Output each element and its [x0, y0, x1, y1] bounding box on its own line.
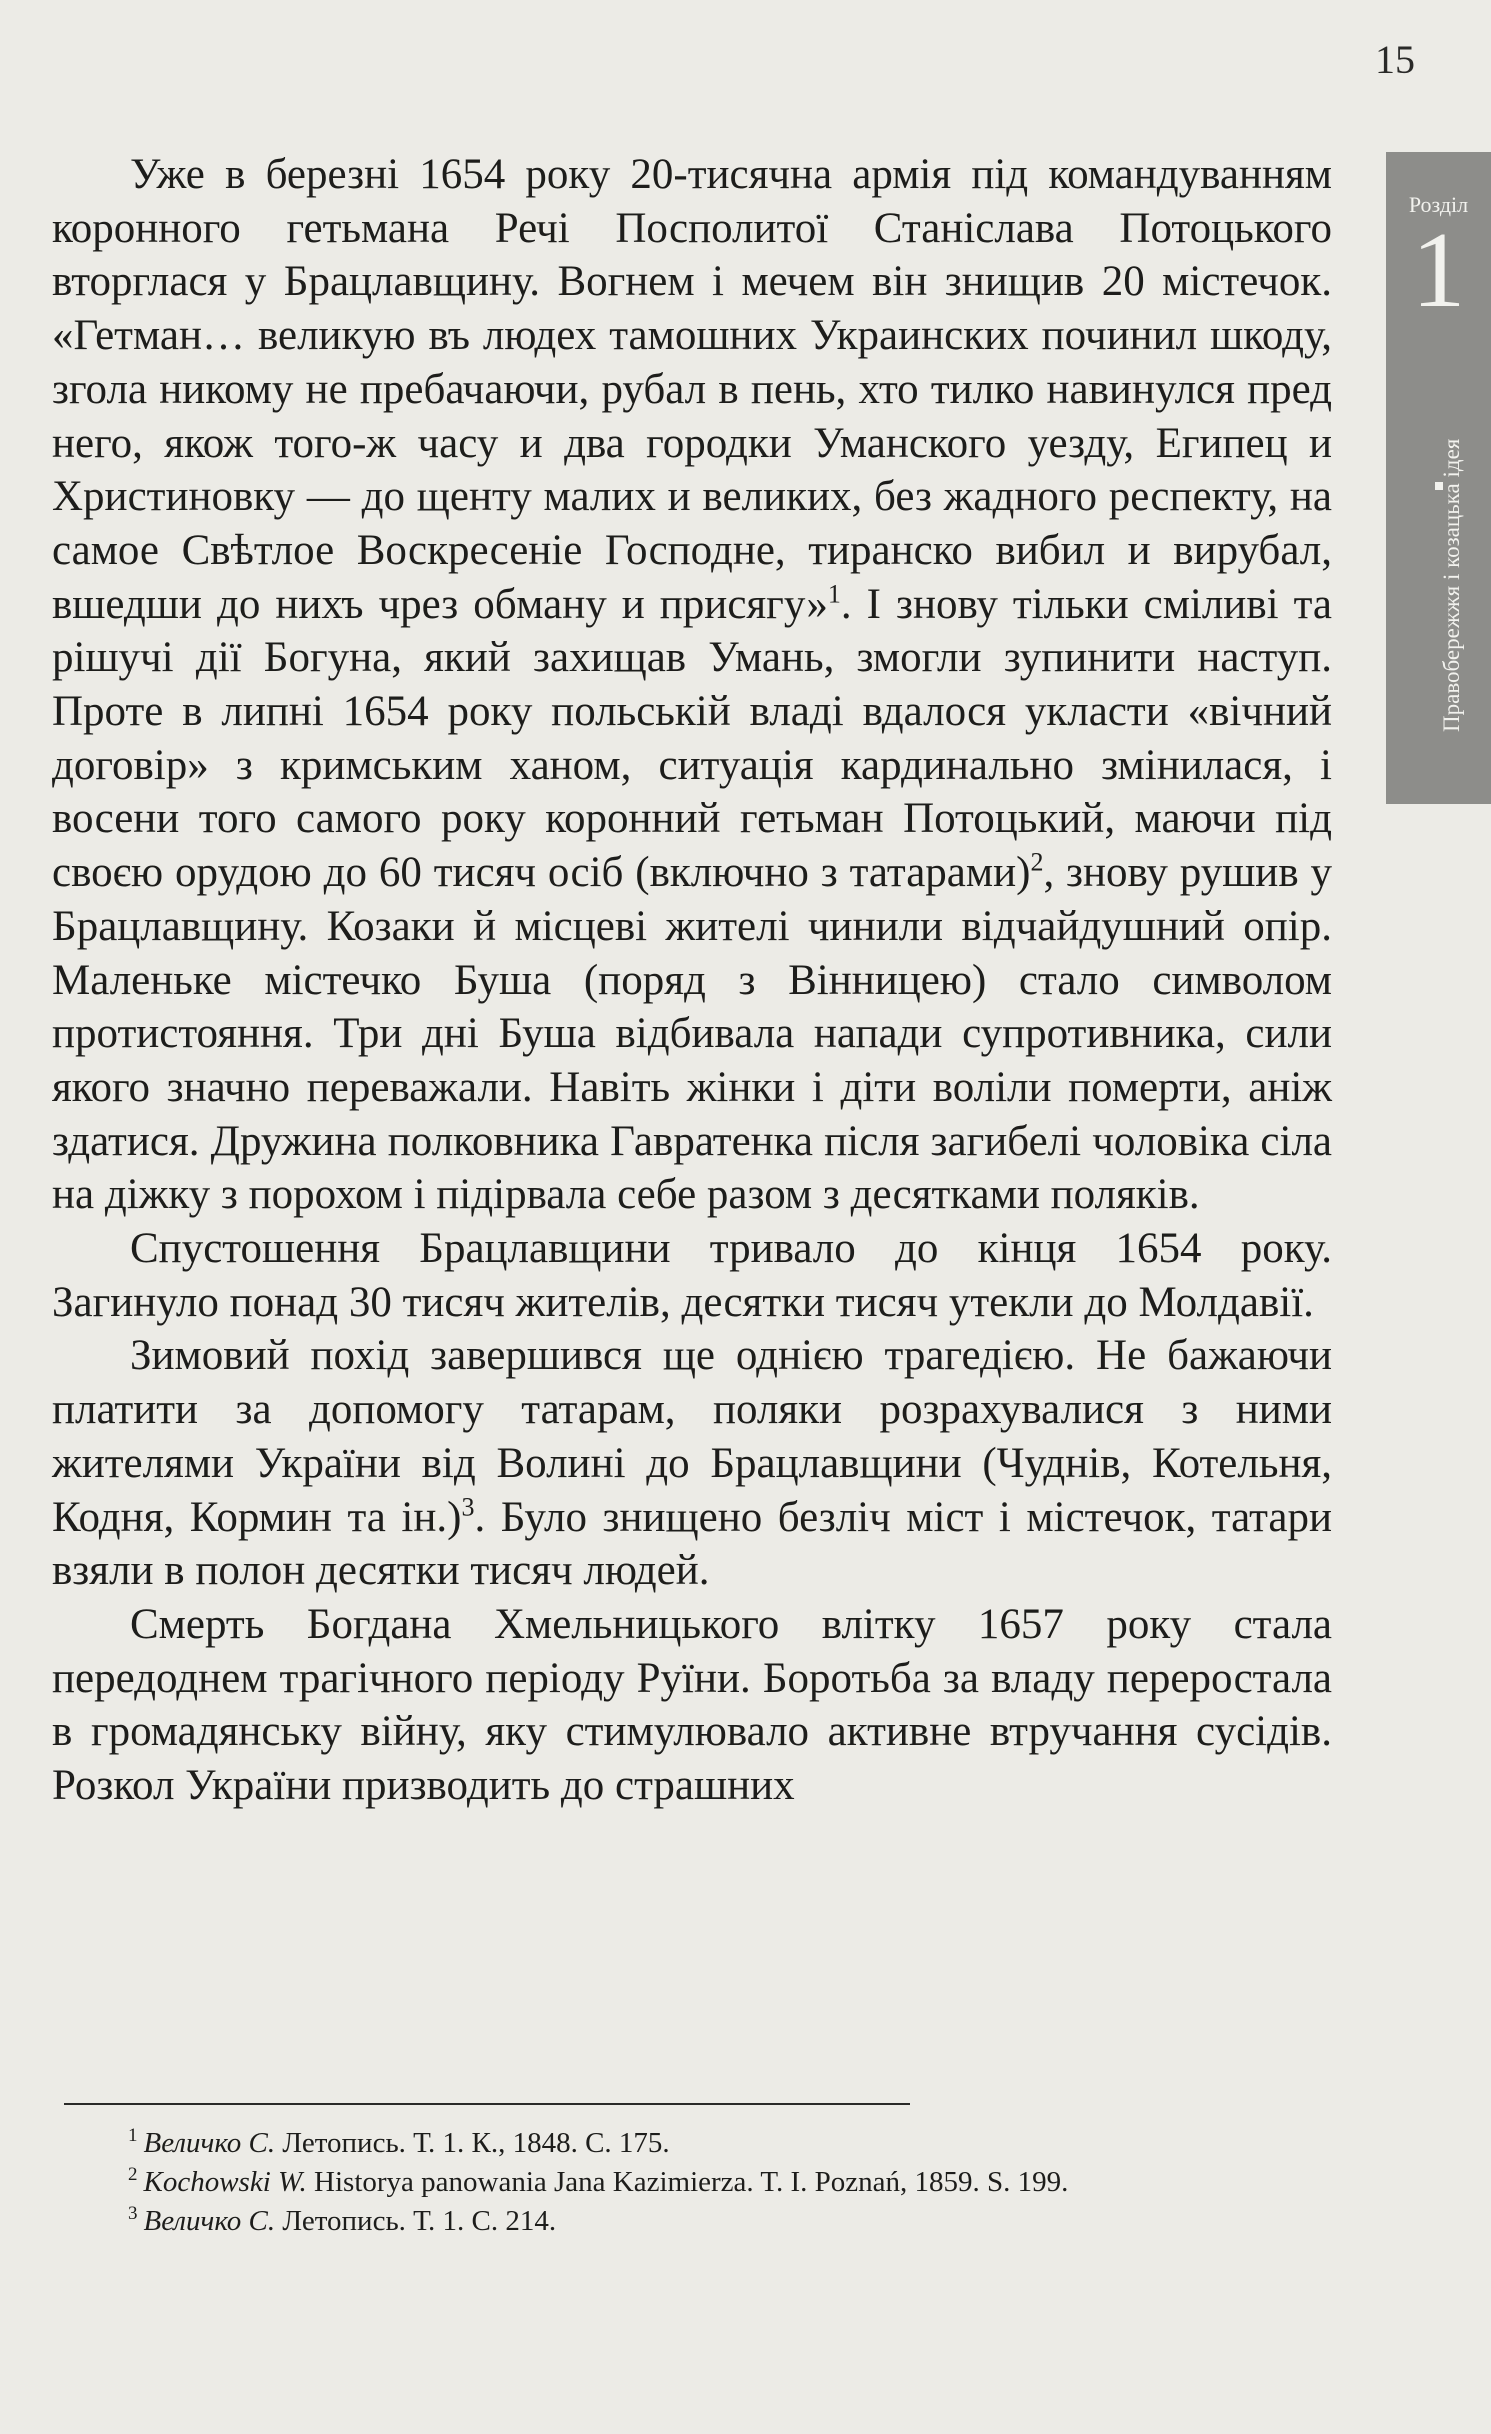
footnote-1-text: Летопись. Т. 1. К., 1848. С. 175.	[275, 2127, 670, 2159]
chapter-title: Правобережжя і козацька ідея	[1439, 438, 1464, 732]
paragraph-1-part-1: Уже в березні 1654 року 20-тисячна армія під командуванням коронного гетьмана Речі Посполитої Станіслава Потоцького вторглася у Брацлавщину. Вогнем і мечем він знищив 20 містечок. «Гетман… великую въ людех тамошних Украинских починил шкоду, згола никому не пребачаючи, рубал в пень, хто тилко навинулся пред него, якож того-ж часу и два городки Уманского уезду, Египец и Христиновку — до щенту малих и великих, без жадного респекту, на самое Свѣтлое Воскресеніе Господне, тиранско вибил и вирубал, вшедши до нихъ чрез обману и присягу»	[52, 151, 1332, 628]
footnote-3-text: Летопись. Т. 1. С. 214.	[275, 2205, 557, 2237]
footnote-3-author: Величко С.	[143, 2205, 276, 2237]
footnote-3-number: 3	[128, 2203, 138, 2225]
footnote-2-author: Kochowski W.	[143, 2166, 307, 2198]
footnote-2-number: 2	[128, 2164, 138, 2186]
paragraph-3-part-2: . Було знищено безліч міст і містечок, татари взяли в полон десятки тисяч людей.	[52, 1493, 1332, 1595]
paragraph-2	[52, 1222, 1332, 1329]
paragraph-1-part-2: . І знову тільки сміливі та рішучі дії Богуна, який захищав Умань, змогли зупинити наступ. Проте в липні 1654 року польській владі вдалося укласти «вічний договір» з кримським ханом, ситуація кардинально змінилася, і восени того самого року коронний гетьман Потоцький, маючи під своєю орудою до 60 тисяч осіб (включно з татарами)	[52, 580, 1332, 897]
page-number: 15	[1375, 37, 1415, 82]
paragraph-1	[52, 148, 1332, 1222]
paragraph-3	[52, 1329, 1332, 1598]
main-text	[52, 148, 1332, 1813]
paragraph-4	[52, 1598, 1332, 1813]
footnote-3	[128, 2202, 1328, 2241]
paragraph-1-part-3: , знову рушив у Брацлавщину. Козаки й місцеві жителі чинили відчайдушний опір. Маленьке містечко Буша (поряд з Вінницею) стало символом протистояння. Три дні Буша відбивала напади супротивника, сили якого значно переважали. Навіть жінки і діти воліли померти, аніж здатися. Дружина полковника Гавратенка після загибелі чоловіка сіла на діжку з порохом і підірвала себе разом з десятками поляків.	[52, 849, 1332, 1219]
footnote-1-author: Величко С.	[143, 2127, 276, 2159]
footnote-1	[128, 2124, 1328, 2163]
chapter-tab	[1386, 152, 1491, 804]
footnote-2	[128, 2163, 1328, 2202]
footnote-1-number: 1	[128, 2125, 138, 2147]
footnote-2-text: Historya panowania Jana Kazimierza. T. I. Poznań, 1859. S. 199.	[306, 2166, 1069, 2198]
footnote-divider	[64, 2103, 910, 2105]
footnotes	[128, 2124, 1328, 2241]
paragraph-4-text: Смерть Богдана Хмельницького влітку 1657 року стала передоднем трагічного періоду Руїни. Боротьба за владу переростала в громадянську війну, яку стимулювало активне втручання сусідів. Розкол України призводить до страшних	[52, 1600, 1332, 1810]
chapter-number: 1	[1411, 211, 1466, 330]
chapter-label: Розділ	[1408, 192, 1469, 217]
footnote-ref-2: 2	[1030, 847, 1044, 877]
paragraph-3-part-1: Зимовий похід завершився ще однією трагедією. Не бажаючи платити за допомогу татарам, поляки розрахувалися з ними жителями України від Волині до Брацлавщини (Чуднів, Котельня, Кодня, Кормин та ін.)	[52, 1332, 1332, 1541]
footnote-ref-3: 3	[461, 1492, 475, 1522]
paragraph-2-text: Спустошення Брацлавщини тривало до кінця 1654 року. Загинуло понад 30 тисяч жителів, десятки тисяч утекли до Молдавії.	[52, 1225, 1332, 1326]
footnote-ref-1: 1	[827, 579, 841, 609]
